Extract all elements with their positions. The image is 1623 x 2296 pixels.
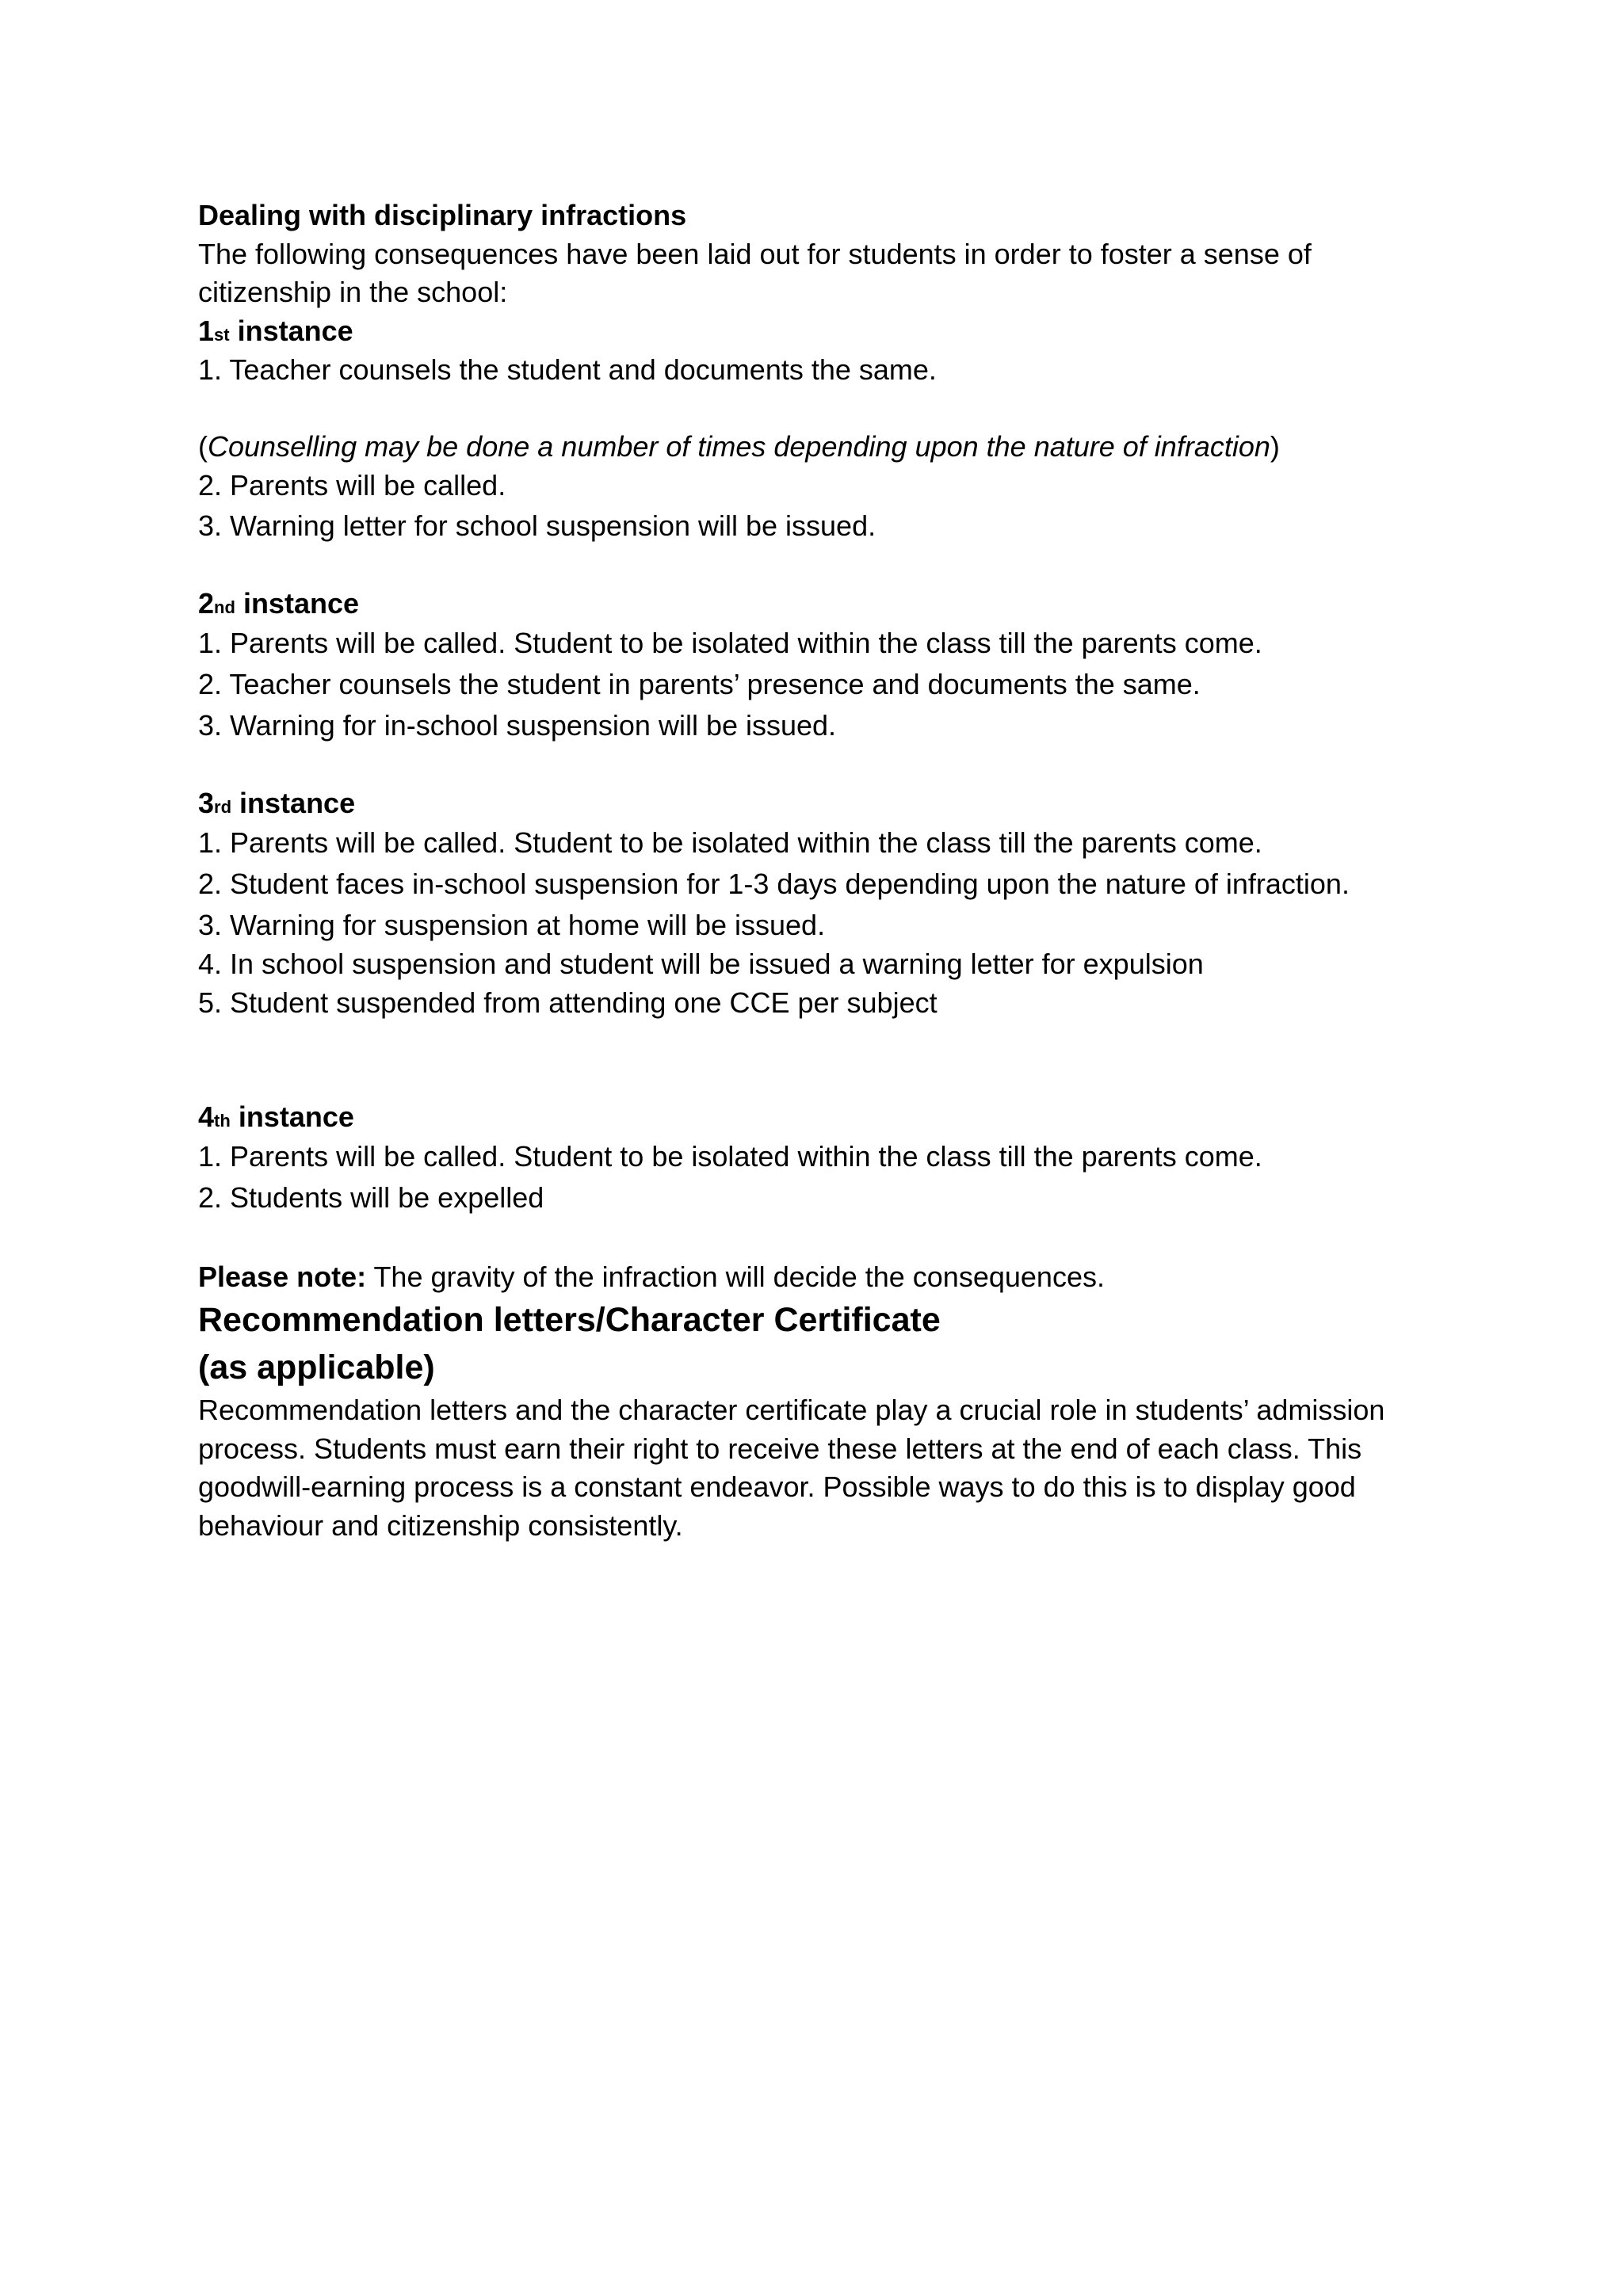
recommendation-paragraph-line-4: behaviour and citizenship consistently. bbox=[198, 1509, 683, 1542]
recommendation-heading-line-2: (as applicable) bbox=[198, 1348, 435, 1386]
recommendation-paragraph-line-3: goodwill-earning process is a constant endeavor. Possible ways to do this is to display good bbox=[198, 1470, 1356, 1503]
instance-3-item-3: 3. Warning for suspension at home will be issued. bbox=[198, 909, 826, 941]
instance-2-suffix: nd bbox=[214, 597, 235, 617]
recommendation-paragraph-line-2: process. Students must earn their right to receive these letters at the end of each class. This bbox=[198, 1432, 1362, 1465]
instance-3-number: 3 bbox=[198, 787, 215, 819]
intro-line-2: citizenship in the school: bbox=[198, 276, 508, 308]
recommendation-heading-line-1: Recommendation letters/Character Certificate bbox=[198, 1301, 941, 1339]
note-text: Counselling may be done a number of times depending upon the nature of infraction bbox=[208, 430, 1270, 463]
instance-3-heading bbox=[198, 784, 355, 826]
note-close-paren: ) bbox=[1270, 430, 1280, 463]
instance-2-number: 2 bbox=[198, 587, 215, 620]
instance-1-item-3: 3. Warning letter for school suspension will be issued. bbox=[198, 509, 876, 542]
instance-4-item-1: 1. Parents will be called. Student to be isolated within the class till the parents come. bbox=[198, 1140, 1262, 1173]
instance-2-item-1: 1. Parents will be called. Student to be isolated within the class till the parents come. bbox=[198, 627, 1262, 659]
section-title: Dealing with disciplinary infractions bbox=[198, 199, 687, 231]
please-note-text: The gravity of the infraction will decide the consequences. bbox=[366, 1261, 1105, 1293]
instance-4-heading bbox=[198, 1098, 354, 1140]
instance-2-word: instance bbox=[242, 587, 359, 620]
instance-1-suffix: st bbox=[214, 325, 230, 345]
instance-3-item-2: 2. Student faces in-school suspension for 1-3 days depending upon the nature of infraction. bbox=[198, 868, 1350, 900]
instance-1-item-1: 1. Teacher counsels the student and documents the same. bbox=[198, 353, 937, 386]
instance-4-item-2: 2. Students will be expelled bbox=[198, 1181, 544, 1214]
instance-2-item-3: 3. Warning for in-school suspension will be issued. bbox=[198, 709, 837, 742]
instance-3-suffix: rd bbox=[214, 797, 232, 817]
instance-2-heading bbox=[198, 585, 359, 627]
instance-1-word: instance bbox=[237, 315, 353, 347]
note-open-paren: ( bbox=[198, 430, 208, 463]
please-note-label: Please note: bbox=[198, 1261, 367, 1293]
instance-3-item-4: 4. In school suspension and student will be issued a warning letter for expulsion bbox=[198, 948, 1204, 980]
instance-2-item-2: 2. Teacher counsels the student in parents’ presence and documents the same. bbox=[198, 668, 1201, 700]
instance-4-suffix: th bbox=[214, 1111, 231, 1131]
intro-line-1: The following consequences have been laid out for students in order to foster a sense of bbox=[198, 238, 1312, 270]
recommendation-paragraph-line-1: Recommendation letters and the character certificate play a crucial role in students’ admission bbox=[198, 1394, 1385, 1426]
instance-1-heading bbox=[198, 312, 353, 354]
please-note bbox=[198, 1258, 1105, 1296]
instance-1-item-2: 2. Parents will be called. bbox=[198, 469, 506, 502]
instance-3-item-5: 5. Student suspended from attending one CCE per subject bbox=[198, 986, 938, 1019]
instance-1-number: 1 bbox=[198, 315, 215, 347]
instance-3-word: instance bbox=[239, 787, 356, 819]
instance-4-number: 4 bbox=[198, 1100, 215, 1133]
instance-1-note bbox=[198, 428, 1280, 466]
instance-4-word: instance bbox=[238, 1100, 354, 1133]
instance-3-item-1: 1. Parents will be called. Student to be isolated within the class till the parents come. bbox=[198, 826, 1262, 859]
